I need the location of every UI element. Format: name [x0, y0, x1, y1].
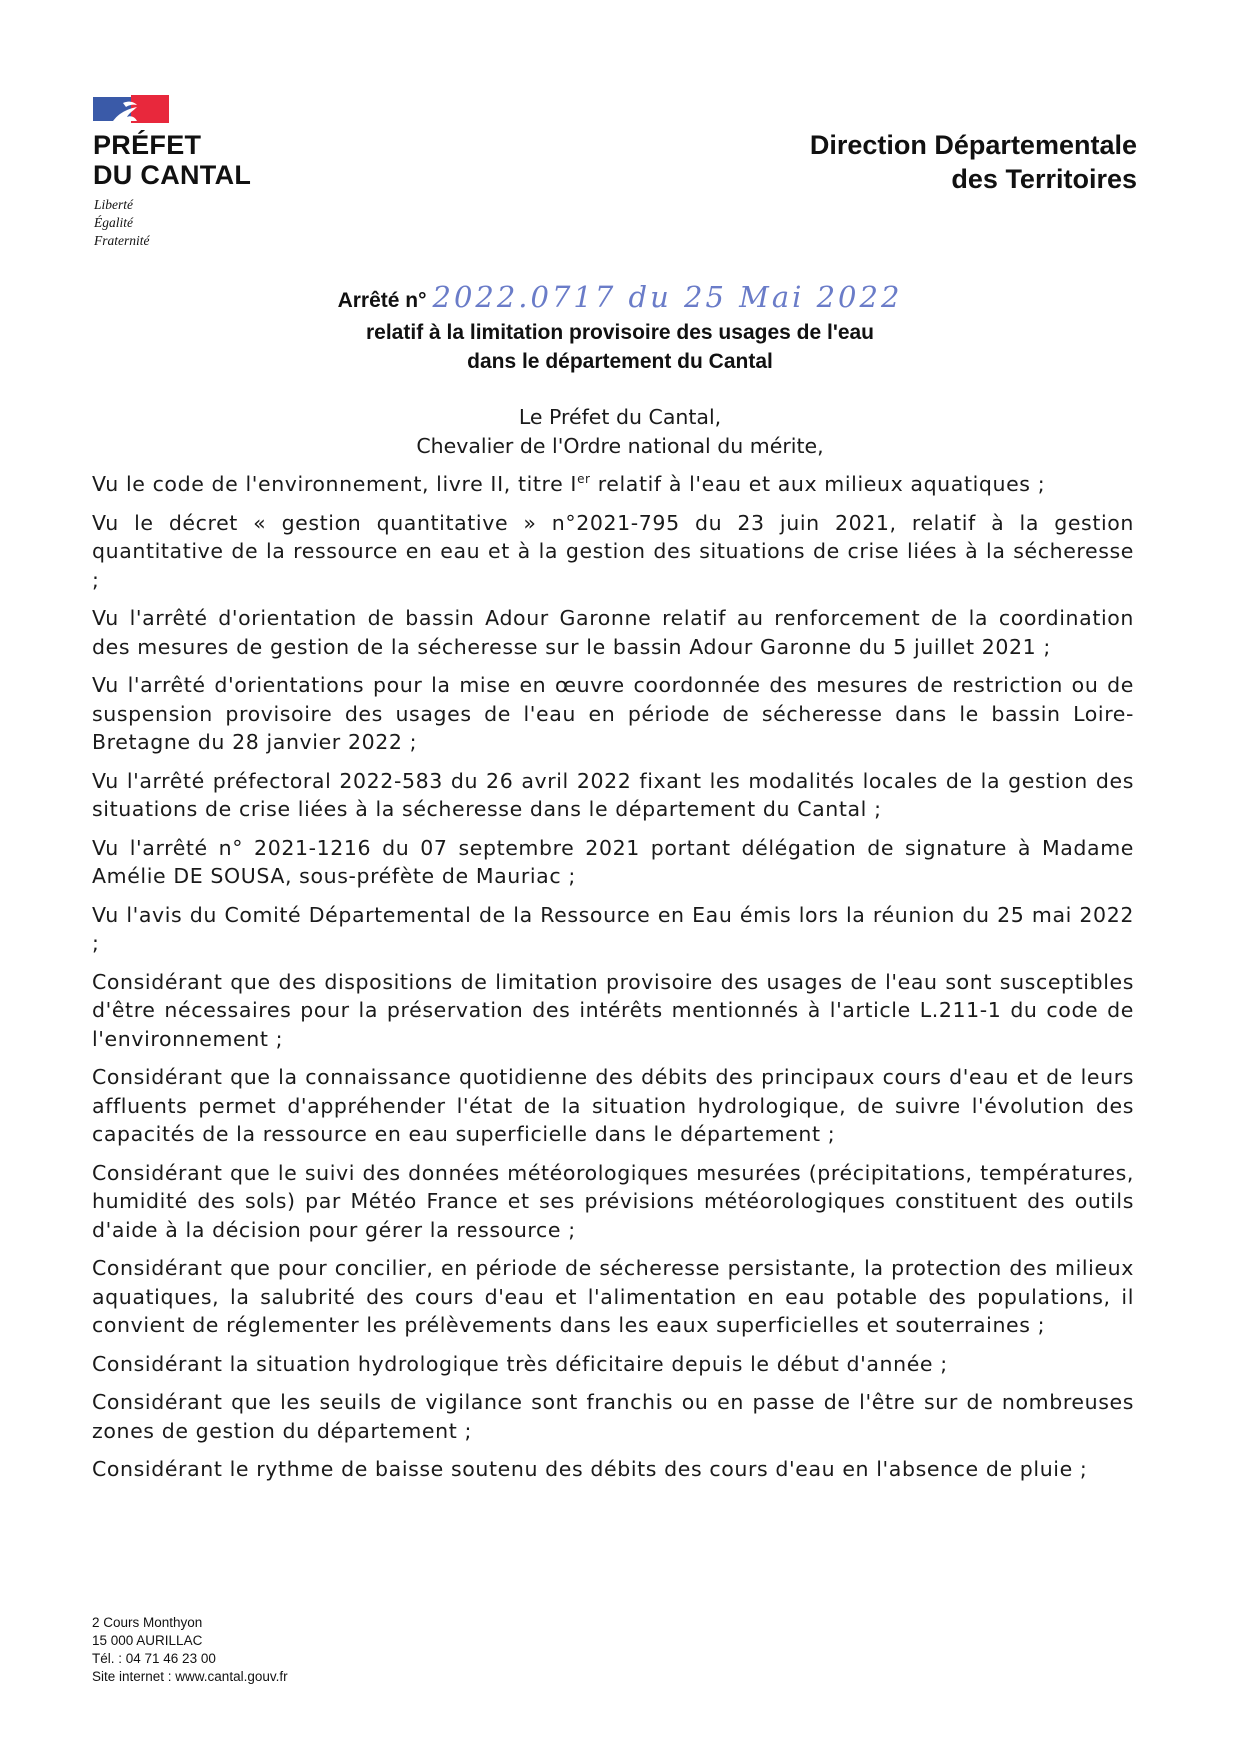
footer-contact [92, 1614, 288, 1686]
para-text: relatif à l'eau et aux milieux aquatiques ; [590, 472, 1046, 496]
superscript: er [577, 472, 591, 487]
paragraph: Considérant que pour concilier, en période de sécheresse persistante, la protection des milieux aquatiques, la salubrité des cours d'eau et l'alimentation en eau potable des populations, il convient de réglementer les prélèvements dans les eaux superficielles et souterraines ; [92, 1256, 1134, 1337]
footer-address-line-2: 15 000 AURILLAC [92, 1633, 203, 1648]
document-body [92, 470, 1134, 1494]
paragraph: Considérant que des dispositions de limitation provisoire des usages de l'eau sont susceptibles d'être nécessaires pour la préservation des intérêts mentionnés à l'article L.211-1 du code de l'environnement ; [92, 969, 1134, 1051]
footer-website: Site internet : www.cantal.gouv.fr [92, 1669, 288, 1684]
footer-phone: Tél. : 04 71 46 23 00 [92, 1651, 216, 1666]
paragraph: Considérant le rythme de baisse soutenu des débits des cours d'eau en l'absence de pluie ; [92, 1457, 1088, 1481]
issuing-direction [810, 128, 1137, 196]
prefet-line-1: PRÉFET [93, 130, 202, 160]
motto-egalite: Égalité [94, 215, 133, 230]
motto-liberte: Liberté [94, 197, 133, 212]
para-text: Vu le code de l'environnement, livre II, titre I [92, 472, 578, 496]
prefet-line-2: DU CANTAL [93, 160, 252, 190]
paragraph: Considérant que les seuils de vigilance sont franchis ou en passe de l'être sur de nombreuses zones de gestion du département ; [92, 1390, 1134, 1443]
footer-address-line-1: 2 Cours Monthyon [92, 1615, 203, 1630]
motto-fraternite: Fraternité [94, 233, 150, 248]
intro-line-1: Le Préfet du Cantal, [518, 405, 722, 429]
paragraph: Vu l'arrêté d'orientations pour la mise en œuvre coordonnée des mesures de restriction ou de suspension provisoire des usages de l'eau en période de sécheresse dans le bassin Loire-Bretagne du 28 janvier 2022 ; [92, 673, 1134, 754]
arrete-number-line [0, 280, 1240, 314]
paragraph: Vu l'arrêté d'orientation de bassin Adour Garonne relatif au renforcement de la coordination des mesures de gestion de la sécheresse sur le bassin Adour Garonne du 5 juillet 2021 ; [92, 606, 1134, 659]
subject-line-2: dans le département du Cantal [467, 350, 773, 373]
paragraph: Considérant la situation hydrologique très déficitaire depuis le début d'année ; [92, 1351, 948, 1376]
direction-line-2: des Territoires [951, 164, 1137, 194]
handwritten-number-date: 2022.0717 du 25 Mai 2022 [432, 280, 903, 314]
paragraph: Vu l'arrêté n° 2021-1216 du 07 septembre 2021 portant délégation de signature à Madame Amélie DE SOUSA, sous-préfète de Mauriac ; [92, 835, 1134, 888]
direction-line-1: Direction Départementale [809, 130, 1137, 160]
marianne-logo [93, 95, 169, 123]
republic-motto [94, 196, 150, 250]
paragraph: Vu l'arrêté préfectoral 2022-583 du 26 avril 2022 fixant les modalités locales de la gestion des situations de crise liées à la sécheresse dans le département du Cantal ; [92, 768, 1134, 821]
paragraph: Considérant que le suivi des données météorologiques mesurées (précipitations, températures, humidité des sols) par Météo France et ses prévisions météorologiques constituent des outils d'aide à la décision pour gérer la ressource ; [92, 1160, 1134, 1242]
arrete-prefix: Arrêté n° [337, 289, 427, 312]
paragraph: Vu l'avis du Comité Départemental de la Ressource en Eau émis lors la réunion du 25 mai 2022 ; [92, 902, 1134, 955]
paragraph: Vu le décret « gestion quantitative » n°2021-795 du 23 juin 2021, relatif à la gestion quantitative de la ressource en eau et à la gestion des situations de crise liées à la sécheresse ; [92, 510, 1134, 592]
paragraph: Considérant que la connaissance quotidienne des débits des principaux cours d'eau et de leurs affluents permet d'appréhender l'état de la situation hydrologique, de suivre l'évolution des capacités de la ressource en eau superficielle dans le département ; [92, 1065, 1134, 1146]
intro-line-2: Chevalier de l'Ordre national du mérite, [416, 434, 824, 458]
arrete-subject [0, 318, 1240, 376]
prefect-intro [0, 403, 1240, 461]
prefet-title [93, 130, 251, 190]
paragraph-vu-code-environnement [92, 470, 1134, 499]
subject-line-1: relatif à la limitation provisoire des usages de l'eau [366, 321, 874, 344]
